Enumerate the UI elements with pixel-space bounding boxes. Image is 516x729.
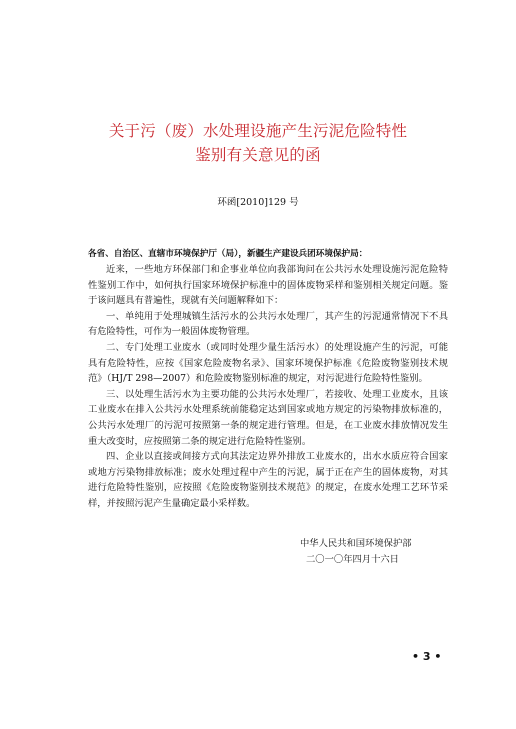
document-title-line-2: 鉴别有关意见的函 <box>195 146 321 164</box>
addressee: 各省、自治区、直辖市环境保护厅（局），新疆生产建设兵团环境保护局： <box>88 249 368 259</box>
paragraph-3: 三、以处理生活污水为主要功能的公共污水处理厂，若接收、处理工业废水，且该工业废水在排入公共污水处理系统前能稳定达到国家或地方规定的污染物排放标准的，公共污水处理厂的污泥可按照第一条的规定进行管理。但是，在工业废水排放情况发生重大改变时，应按照第二条的规定进行危险特性鉴别。 <box>88 388 448 447</box>
paragraph-4: 四、企业以直接或间接方式向其法定边界外排放工业废水的，出水水质应符合国家或地方污染物排放标准；废水处理过程中产生的污泥，属于正在产生的固体废物，对其进行危险特性鉴别，应按照《危险废物鉴别技术规范》的规定，在废水处理工艺环节采样，并按照污泥产生量确定最小采样数。 <box>88 451 448 509</box>
document-title-line-1: 关于污（废）水处理设施产生污泥危险特性 <box>108 122 408 140</box>
document-number: 环函[2010]129 号 <box>217 197 299 208</box>
paragraph-1: 一、单纯用于处理城镇生活污水的公共污水处理厂，其产生的污泥通常情况下不具有危险特性，可作为一般固体废物管理。 <box>88 310 448 338</box>
paragraph-2: 二、专门处理工业废水（或同时处理少量生活污水）的处理设施产生的污泥，可能具有危险特性，应按《国家危险废物名录》、国家环境保护标准《危险废物鉴别技术规范》（HJ/T 298—2007）和危险废物鉴别标准的规定，对污泥进行危险特性鉴别。 <box>88 341 448 385</box>
paragraph-intro: 近来，一些地方环保部门和企事业单位向我部询问在公共污水处理设施污泥危险特性鉴别工作中，如何执行国家环境保护标准中的固体废物采样和鉴别相关规定问题。鉴于该问题具有普遍性，现就有关问题解释如下： <box>88 264 448 307</box>
signature-date: 二〇一〇年四月十六日 <box>306 554 399 565</box>
page-number: • 3 • <box>412 650 442 663</box>
signature-organization: 中华人民共和国环境保护部 <box>300 538 412 549</box>
document-body <box>88 262 448 512</box>
